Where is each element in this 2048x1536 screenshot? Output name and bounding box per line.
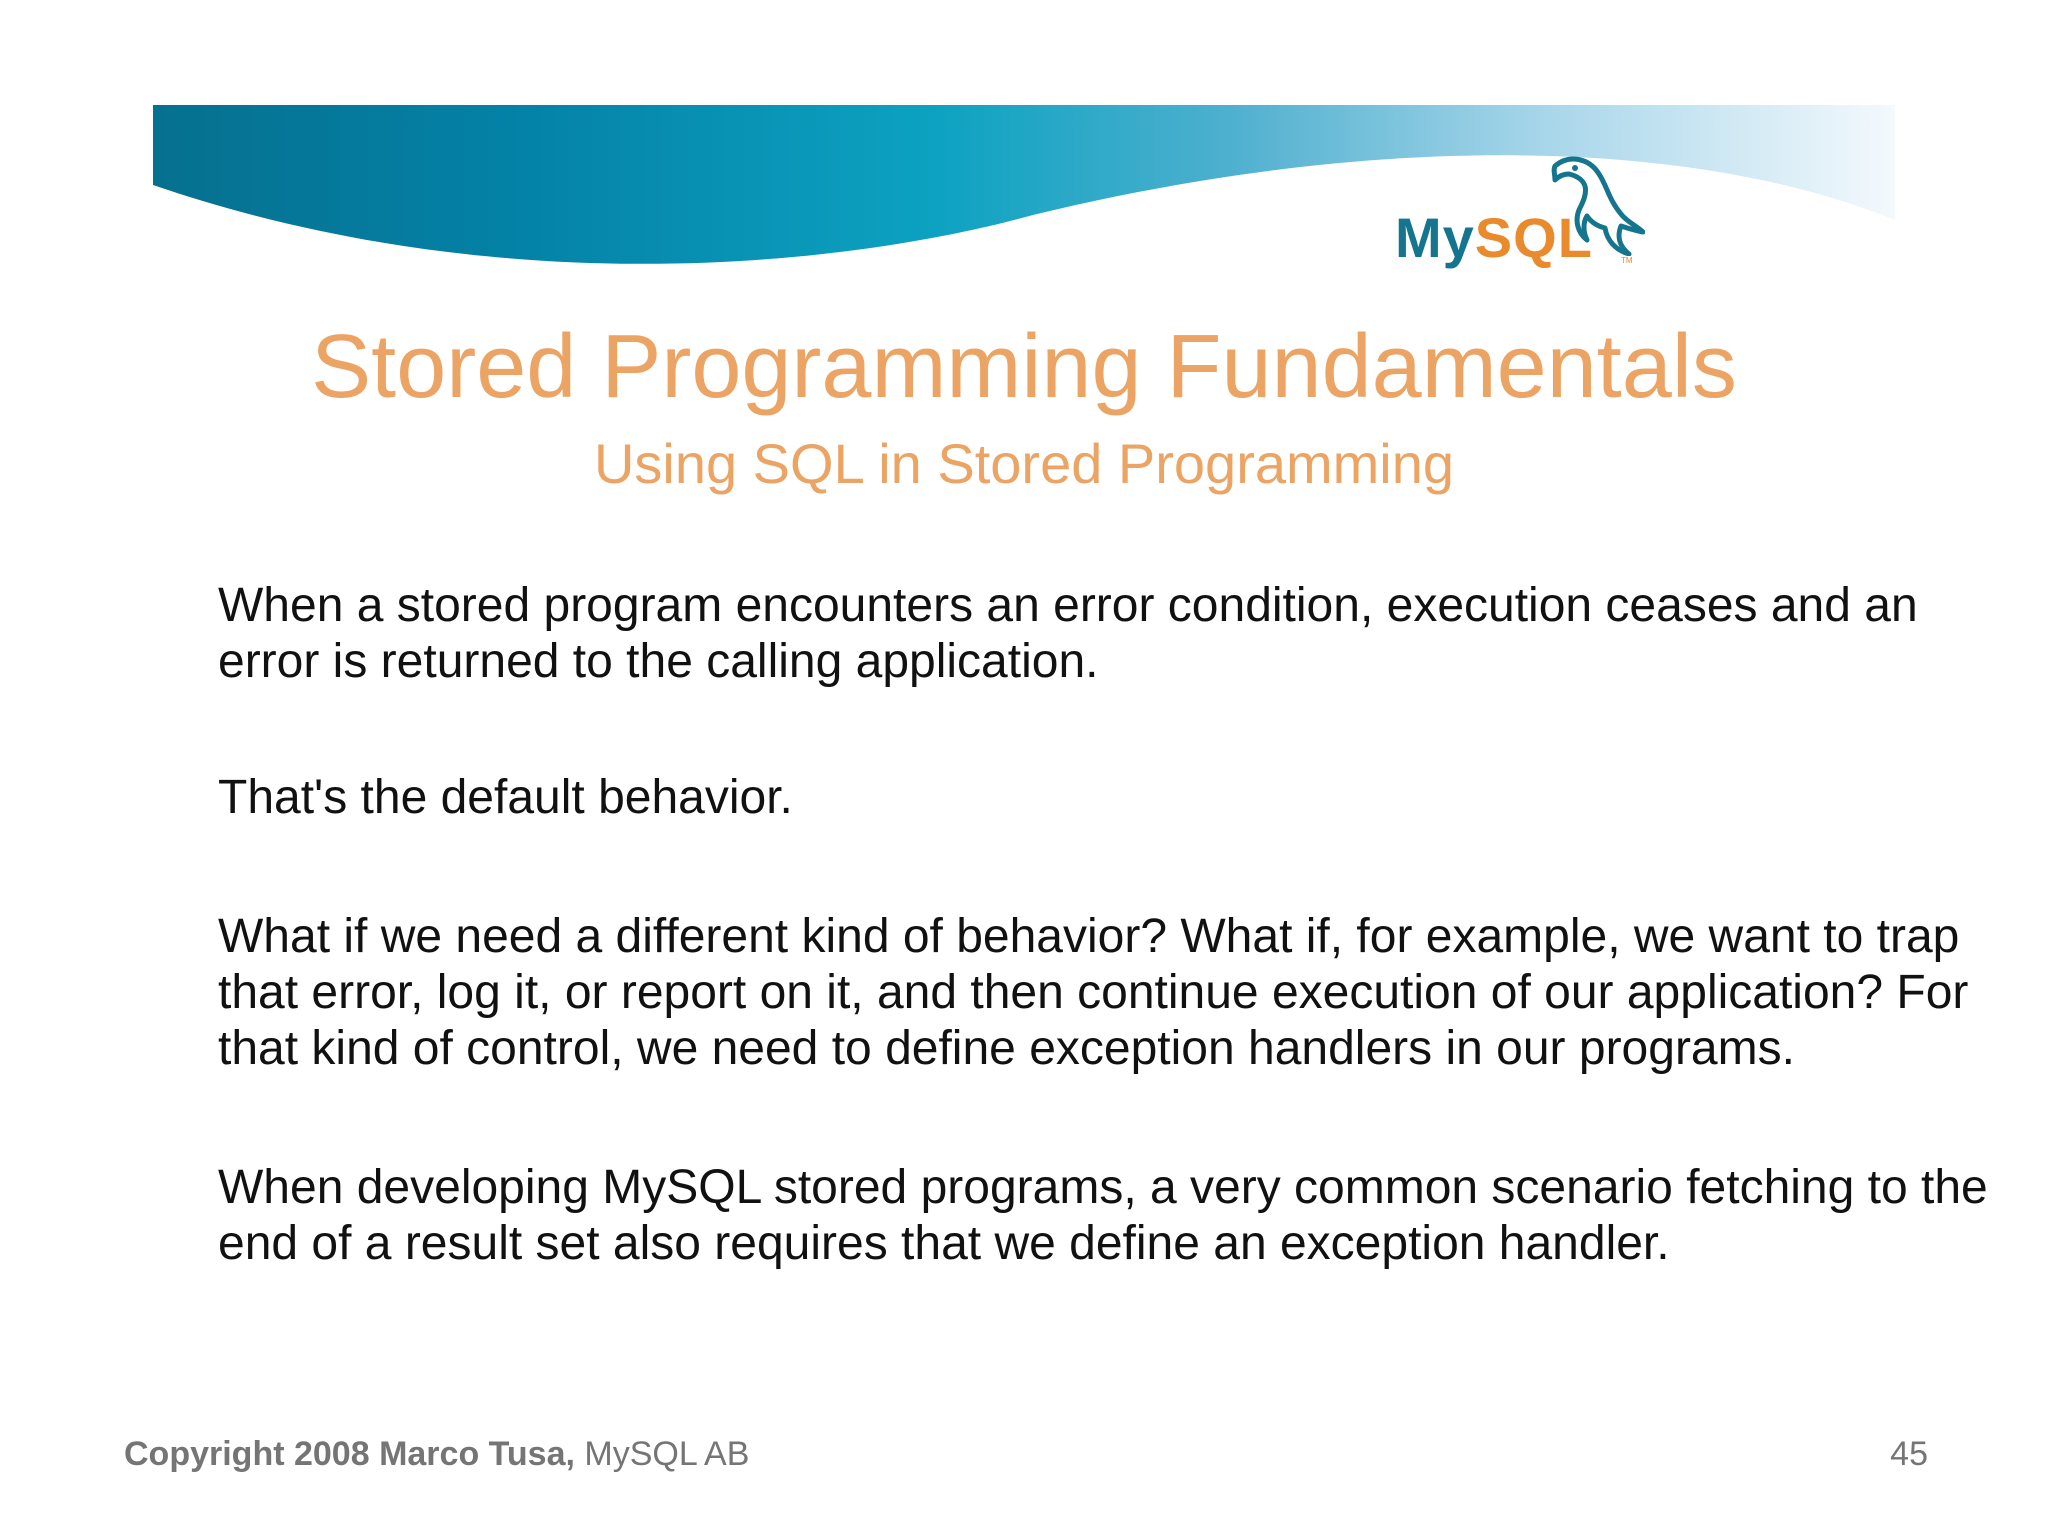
paragraph-error-condition: When a stored program encounters an error condition, execution ceases and an error is returned to the calling application. xyxy=(218,579,1918,688)
mysql-logo xyxy=(1395,152,1655,284)
page-number: 45 xyxy=(1890,1435,1928,1473)
slide-title: Stored Programming Fundamentals xyxy=(311,317,1737,417)
slide-body xyxy=(218,578,1998,1352)
copyright-text: Copyright 2008 Marco Tusa, xyxy=(124,1435,575,1473)
footer-copyright xyxy=(124,1435,749,1474)
logo-text-sql: SQL xyxy=(1474,206,1593,269)
logo-trademark: TM xyxy=(1621,256,1633,265)
logo-text-my: My xyxy=(1395,206,1475,269)
paragraph-exception-handlers: What if we need a different kind of behavior? What if, for example, we want to trap that error, log it, or report on it, and then continue execution of our application? For that kind of control, we need to define exception handlers in our programs. xyxy=(218,910,1969,1075)
company-name: MySQL AB xyxy=(584,1435,750,1473)
paragraph-default-behavior: That's the default behavior. xyxy=(218,771,793,824)
paragraph-result-set: When developing MySQL stored programs, a very common scenario fetching to the end of a result set also requires that we define an exception handler. xyxy=(218,1161,1988,1270)
slide-subtitle: Using SQL in Stored Programming xyxy=(593,432,1455,495)
